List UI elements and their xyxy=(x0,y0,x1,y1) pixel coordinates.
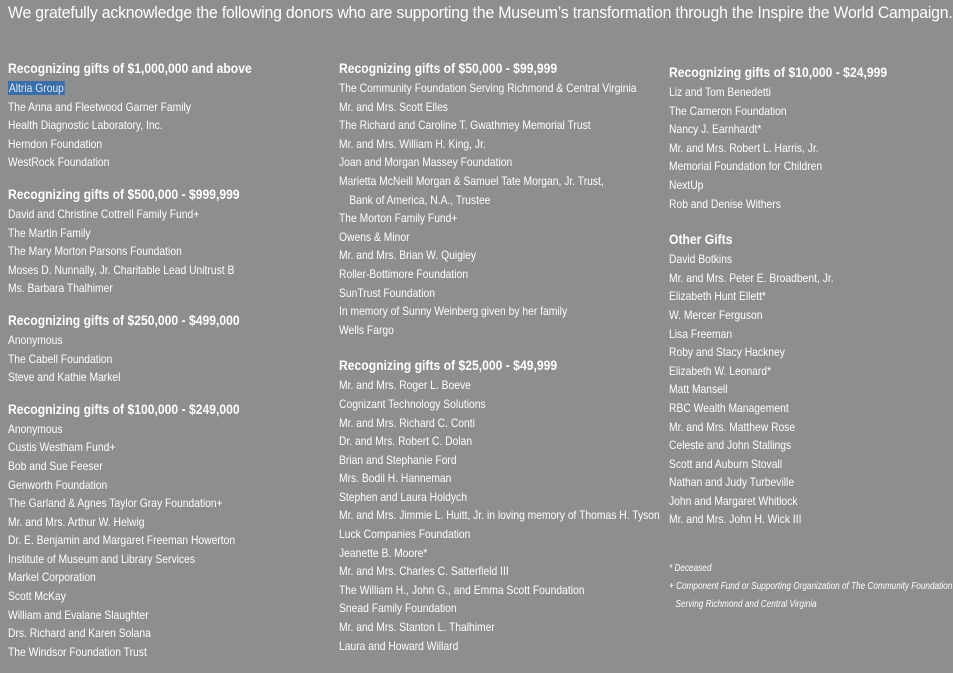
list-item: The William H., John G., and Emma Scott Foundation xyxy=(339,582,585,597)
list-item: Ms. Barbara Thalhimer xyxy=(8,281,113,296)
list-item: Custis Westham Fund+ xyxy=(8,440,116,455)
list-item: Mr. and Mrs. William H. King, Jr. xyxy=(339,136,486,151)
tier-100000-section xyxy=(8,401,328,662)
list-item: Matt Mansell xyxy=(669,382,728,397)
section-heading: Other Gifts xyxy=(669,232,733,248)
list-item: Dr. E. Benjamin and Margaret Freeman Howerton xyxy=(8,533,236,548)
list-item: Bob and Sue Feeser xyxy=(8,458,103,473)
section-heading: Recognizing gifts of $25,000 - $49,999 xyxy=(339,358,558,374)
tier-500000-section xyxy=(8,186,328,298)
list-item: The Martin Family xyxy=(8,225,91,240)
section-heading: Recognizing gifts of $10,000 - $24,999 xyxy=(669,65,888,80)
donor-column-1 xyxy=(8,60,328,661)
list-item: WestRock Foundation xyxy=(8,155,110,170)
donor-list xyxy=(339,79,664,339)
list-item: Steve and Kathie Markel xyxy=(8,370,121,385)
list-item: Roller-Bottimore Foundation xyxy=(339,266,469,281)
section-heading: Recognizing gifts of $100,000 - $249,000 xyxy=(8,401,240,417)
list-item: Moses D. Nunnally, Jr. Charitable Lead Unitrust B xyxy=(8,262,235,277)
list-item: The Windsor Foundation Trust xyxy=(8,644,147,659)
list-item[interactable] xyxy=(8,79,283,98)
list-item: Mr. and Mrs. John H. Wick III xyxy=(669,512,802,527)
list-item: David Botkins xyxy=(669,252,733,267)
tier-50000-section xyxy=(339,60,664,339)
section-heading: Recognizing gifts of $250,000 - $499,000 xyxy=(8,312,240,328)
donor-column-3 xyxy=(669,64,919,529)
list-item: Nancy J. Earnhardt* xyxy=(669,122,762,137)
list-item: William and Evalane Slaughter xyxy=(8,607,149,622)
list-item: Rob and Denise Withers xyxy=(669,196,781,211)
list-item: Markel Corporation xyxy=(8,570,96,585)
list-item: Genworth Foundation xyxy=(8,477,108,492)
donor-list xyxy=(339,376,664,655)
list-item: Mr. and Mrs. Roger L. Boeve xyxy=(339,378,471,393)
list-item: The Anna and Fleetwood Garner Family xyxy=(8,99,191,114)
list-item: Memorial Foundation for Children xyxy=(669,159,823,174)
tier-250000-section xyxy=(8,312,328,387)
list-item: John and Margaret Whitlock xyxy=(669,493,798,508)
list-item: Mrs. Bodil H. Hanneman xyxy=(339,471,452,486)
donor-list xyxy=(8,420,328,662)
list-item: Anonymous xyxy=(8,332,63,347)
donor-list xyxy=(8,79,328,172)
list-item: Cognizant Technology Solutions xyxy=(339,396,486,411)
list-item: Institute of Museum and Library Services xyxy=(8,551,195,566)
list-item: The Richard and Caroline T. Gwathmey Memorial Trust xyxy=(339,118,591,133)
list-item: NextUp xyxy=(669,177,704,192)
list-item: Owens & Minor xyxy=(339,229,410,244)
list-item: Jeanette B. Moore* xyxy=(339,545,428,560)
footnote-component-fund-cont: Serving Richmond and Central Virginia xyxy=(675,599,817,610)
list-item: The Cabell Foundation xyxy=(8,351,113,366)
list-item: Celeste and John Stallings xyxy=(669,438,792,453)
list-item: Elizabeth W. Leonard* xyxy=(669,363,772,378)
list-item: W. Mercer Ferguson xyxy=(669,307,763,322)
list-item: Elizabeth Hunt Ellett* xyxy=(669,289,766,304)
list-item: Anonymous xyxy=(8,421,63,436)
list-item: Laura and Howard Willard xyxy=(339,638,459,653)
tier-1000000-section xyxy=(8,60,328,172)
list-item: Scott McKay xyxy=(8,589,66,604)
list-item: The Cameron Foundation xyxy=(669,103,787,118)
list-item: The Morton Family Fund+ xyxy=(339,211,458,226)
list-item: Herndon Foundation xyxy=(8,136,103,151)
list-item: Mr. and Mrs. Brian W. Quigley xyxy=(339,248,477,263)
donor-column-2 xyxy=(339,60,664,655)
section-heading: Recognizing gifts of $50,000 - $99,999 xyxy=(339,61,558,76)
list-item: In memory of Sunny Weinberg given by her family xyxy=(339,304,568,319)
page-intro: We gratefully acknowledge the following donors who are supporting the Museum’s transformation through the Inspire the World Campaign. xyxy=(8,3,953,22)
list-item: Luck Companies Foundation xyxy=(339,527,471,542)
list-item: Roby and Stacy Hackney xyxy=(669,345,785,360)
list-item: Dr. and Mrs. Robert C. Dolan xyxy=(339,434,473,449)
list-item: Mr. and Mrs. Richard C. Conti xyxy=(339,415,475,430)
footnote-deceased: * Deceased xyxy=(669,563,712,574)
list-item: Mr. and Mrs. Peter E. Broadbent, Jr. xyxy=(669,270,834,285)
list-item: Mr. and Mrs. Arthur W. Helwig xyxy=(8,514,145,529)
donor-list xyxy=(669,250,919,529)
list-item: Mr. and Mrs. Jimmie L. Huitt, Jr. in loving memory of Thomas H. Tyson xyxy=(339,508,660,523)
list-item: SunTrust Foundation xyxy=(339,285,435,300)
list-item: Health Diagnostic Laboratory, Inc. xyxy=(8,118,163,133)
list-item: Scott and Auburn Stovall xyxy=(669,456,783,471)
list-item: The Community Foundation Serving Richmond & Central Virginia xyxy=(339,81,637,95)
section-heading: Recognizing gifts of $500,000 - $999,999 xyxy=(8,186,240,202)
list-item: Mr. and Mrs. Robert L. Harris, Jr. xyxy=(669,140,819,155)
donor-list xyxy=(669,83,919,213)
list-item: Wells Fargo xyxy=(339,322,394,337)
list-item: RBC Wealth Management xyxy=(669,400,789,415)
other-gifts-section xyxy=(669,231,919,529)
list-item: Joan and Morgan Massey Foundation xyxy=(339,155,513,170)
list-item: Mr. and Mrs. Scott Elles xyxy=(339,99,448,114)
tier-10000-section xyxy=(669,64,919,213)
list-item: Liz and Tom Benedetti xyxy=(669,85,771,99)
list-item: Marietta McNeill Morgan & Samuel Tate Morgan, Jr. Trust, xyxy=(339,173,604,188)
list-item: Mr. and Mrs. Charles C. Satterfield III xyxy=(339,564,509,579)
list-item: Brian and Stephanie Ford xyxy=(339,452,457,467)
donor-list xyxy=(8,205,328,298)
list-item: The Garland & Agnes Taylor Gray Foundation+ xyxy=(8,496,223,511)
list-item-continuation: Bank of America, N.A., Trustee xyxy=(349,192,491,207)
list-item: The Mary Morton Parsons Foundation xyxy=(8,244,182,259)
list-item: David and Christine Cottrell Family Fund+ xyxy=(8,206,200,221)
section-heading: Recognizing gifts of $1,000,000 and above xyxy=(8,61,252,76)
list-item: Snead Family Foundation xyxy=(339,601,457,616)
list-item: Mr. and Mrs. Stanton L. Thalhimer xyxy=(339,620,495,635)
footnotes xyxy=(669,560,953,614)
list-item: Drs. Richard and Karen Solana xyxy=(8,626,151,641)
list-item: Nathan and Judy Turbeville xyxy=(669,475,795,490)
tier-25000-section xyxy=(339,357,664,655)
donor-list xyxy=(8,331,328,387)
list-item: Stephen and Laura Holdych xyxy=(339,489,467,504)
list-item: Mr. and Mrs. Matthew Rose xyxy=(669,419,796,434)
selected-text[interactable]: Altria Group xyxy=(8,81,64,95)
list-item: Lisa Freeman xyxy=(669,326,733,341)
footnote-component-fund: + Component Fund or Supporting Organization of The Community Foundation xyxy=(669,581,953,592)
